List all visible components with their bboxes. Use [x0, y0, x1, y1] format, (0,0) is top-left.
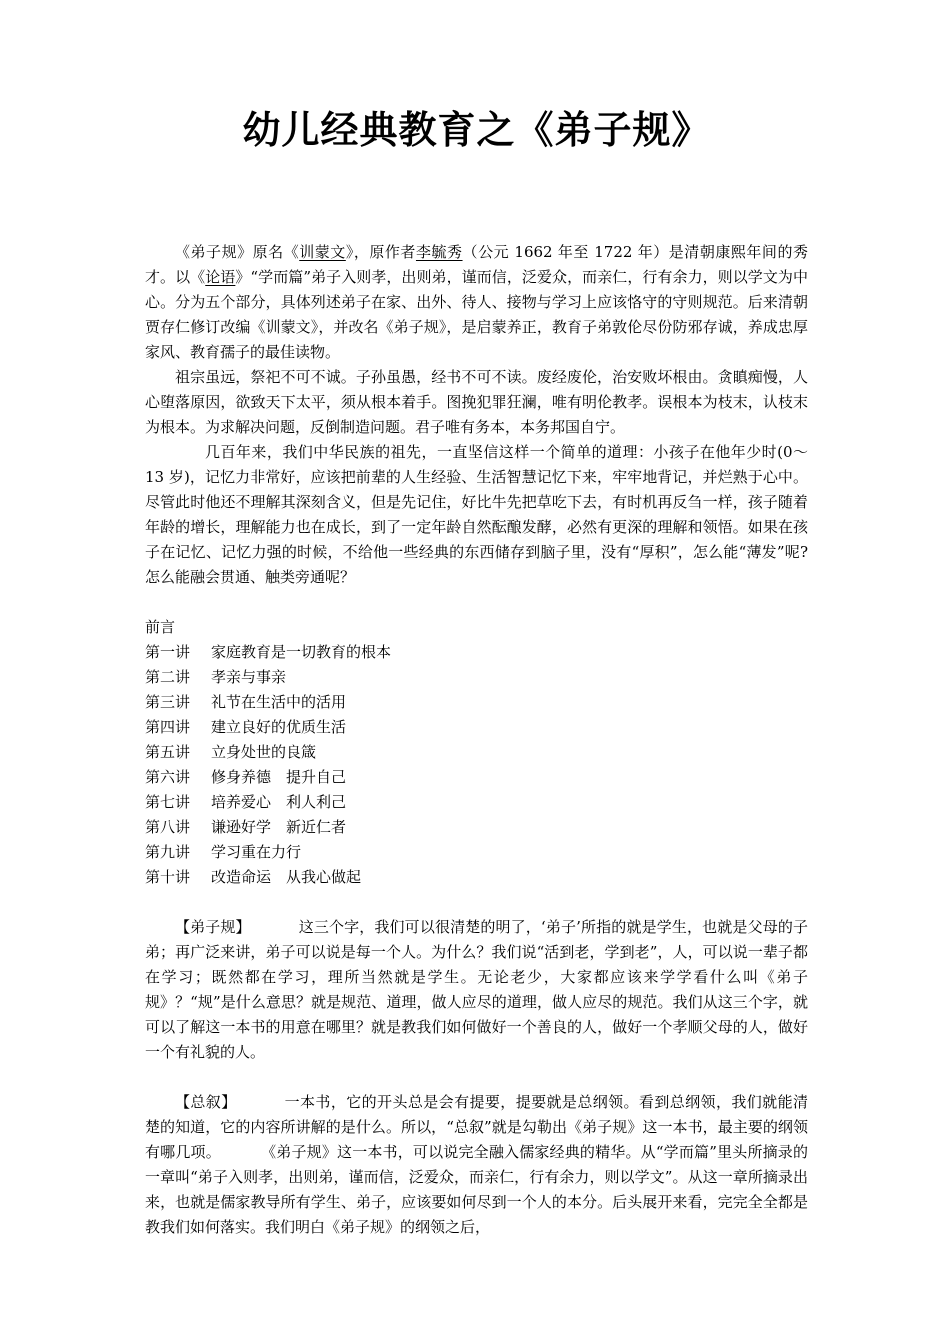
toc-item-number: 第十讲	[145, 868, 191, 886]
table-of-contents	[145, 615, 808, 890]
toc-item	[145, 790, 808, 815]
dizigui-text: 这三个字，我们可以很清楚的明了，‘弟子’所指的就是学生，也就是父母的子弟；再广泛来讲，弟子可以说是每一个人。为什么？我们说“活到老，学到老”，人，可以说一辈子都在学习；既然都在学习，理所当然就是学生。无论老少，大家都应该来学学看什么叫《弟子规》？“规”是什么意思？就是规范、道理，做人应尽的道理，做人应尽的规范。我们从这三个字，就可以了解这一本书的用意在哪里？就是教我们如何做好一个善良的人，做好一个孝顺父母的人，做好一个有礼貌的人。	[145, 918, 808, 1061]
toc-item-title: 改造命运	[211, 868, 272, 886]
toc-item-title: 家庭教育是一切教育的根本	[211, 643, 392, 661]
toc-item	[145, 815, 808, 840]
toc-item-subtitle: 利人利己	[286, 793, 347, 811]
toc-item-subtitle: 新近仁者	[286, 818, 347, 836]
toc-item	[145, 765, 808, 790]
toc-item-title: 学习重在力行	[211, 843, 302, 861]
toc-item	[145, 715, 808, 740]
toc-item-title: 修身养德	[211, 768, 272, 786]
intro-text-d: 》“学而篇”弟子入则孝，出则弟，谨而信，泛爱众，而亲仁，行有余力，则以学文为中心。分为五个部分，具体列述弟子在家、出外、待人、接物与学习上应该恪守的守则规范。后来清朝贾存仁修订改编《训蒙文》，并改名《弟子规》，是启蒙养正，教育子弟敦伦尽份防邪存诚，养成忠厚家风、教育孺子的最佳读物。	[145, 268, 808, 361]
dizigui-section	[145, 915, 808, 1065]
page-title: 幼儿经典教育之《弟子规》	[242, 108, 711, 152]
toc-item	[145, 740, 808, 765]
toc-item	[145, 640, 808, 665]
toc-item-number: 第四讲	[145, 718, 191, 736]
toc-item-number: 第一讲	[145, 643, 191, 661]
toc-item-number: 第二讲	[145, 668, 191, 686]
toc-item-subtitle: 从我心做起	[286, 868, 362, 886]
section-label-dizigui: 【弟子规】	[175, 918, 251, 936]
toc-item-title: 谦逊好学	[211, 818, 272, 836]
toc-item	[145, 840, 808, 865]
link-li-yuxiu[interactable]: 李毓秀	[415, 243, 463, 261]
toc-item-title: 礼节在生活中的活用	[211, 693, 347, 711]
zongxu-text-a: 一本书，它的开头总是会有提要，提要就是总纲领。看到总纲领，我们就能清楚的知道，它的内容所讲解的是什么。所以，“总叙”就是勾勒出《弟子规》这一本书，最主要的纲领有哪几项。	[145, 1093, 808, 1161]
toc-item-number: 第六讲	[145, 768, 191, 786]
link-xunmengwen[interactable]: 训蒙文	[299, 243, 346, 261]
intro-paragraph-3: 几百年来，我们中华民族的祖先，一直坚信这样一个简单的道理：小孩子在他年少时(0～13 岁)，记忆力非常好，应该把前辈的人生经验、生活智慧记忆下来，牢牢地背记，并烂熟于心中。尽管此时他还不理解其深刻含义，但是先记住，好比牛先把草吃下去，有时机再反刍一样，孩子随着年龄的增长，理解能力也在成长，到了一定年龄自然酝酿发酵，必然有更深的理解和领悟。如果在孩子在记忆、记忆力强的时候，不给他一些经典的东西储存到脑子里，没有“厚积”，怎么能“薄发”呢?怎么能融会贯通、触类旁通呢？	[145, 443, 808, 586]
toc-item-title: 孝亲与事亲	[211, 668, 287, 686]
toc-item-title: 培养爱心	[211, 793, 272, 811]
link-lunyu[interactable]: 论语	[205, 268, 236, 286]
toc-preface: 前言	[145, 618, 176, 636]
toc-item-number: 第七讲	[145, 793, 191, 811]
spacer	[145, 890, 808, 915]
intro-text-c: （公元 1662 年至 1722 年）是清朝康熙年间的秀才。以《	[145, 243, 808, 286]
intro-paragraph-1	[145, 240, 808, 365]
toc-item-number: 第三讲	[145, 693, 191, 711]
section-label-zongxu: 【总叙】	[175, 1093, 237, 1111]
intro-paragraph-2: 祖宗虽远，祭祀不可不诚。子孙虽愚，经书不可不读。废经废伦，治安败坏根由。贪瞋痴慢，人心堕落原因，欲致天下太平，须从根本着手。图挽犯罪狂澜，唯有明伦教孝。误根本为枝末，认枝末为根本。为求解决问题，反倒制造问题。君子唯有务本，本务邦国自宁。	[145, 368, 808, 436]
intro-text-a: 《弟子规》原名《	[175, 243, 300, 261]
spacer	[145, 1065, 808, 1090]
spacer	[145, 590, 808, 615]
toc-item	[145, 665, 808, 690]
toc-item	[145, 690, 808, 715]
toc-item-title: 建立良好的优质生活	[211, 718, 347, 736]
toc-item-number: 第五讲	[145, 743, 191, 761]
toc-item-number: 第八讲	[145, 818, 191, 836]
toc-item-number: 第九讲	[145, 843, 191, 861]
zongxu-section	[145, 1090, 808, 1240]
toc-item-subtitle: 提升自己	[286, 768, 347, 786]
zongxu-text-b: 《弟子规》这一本书，可以说完全融入儒家经典的精华。从“学而篇”里头所摘录的一章叫“弟子入则孝，出则弟，谨而信，泛爱众，而亲仁，行有余力，则以学文”。从这一章所摘录出来，也就是儒家教导所有学生、弟子，应该要如何尽到一个人的本分。后头展开来看，完完全全都是教我们如何落实。我们明白《弟子规》的纲领之后，	[145, 1143, 808, 1236]
toc-item	[145, 865, 808, 890]
toc-item-title: 立身处世的良箴	[211, 743, 317, 761]
intro-text-b: 》，原作者	[345, 243, 416, 261]
